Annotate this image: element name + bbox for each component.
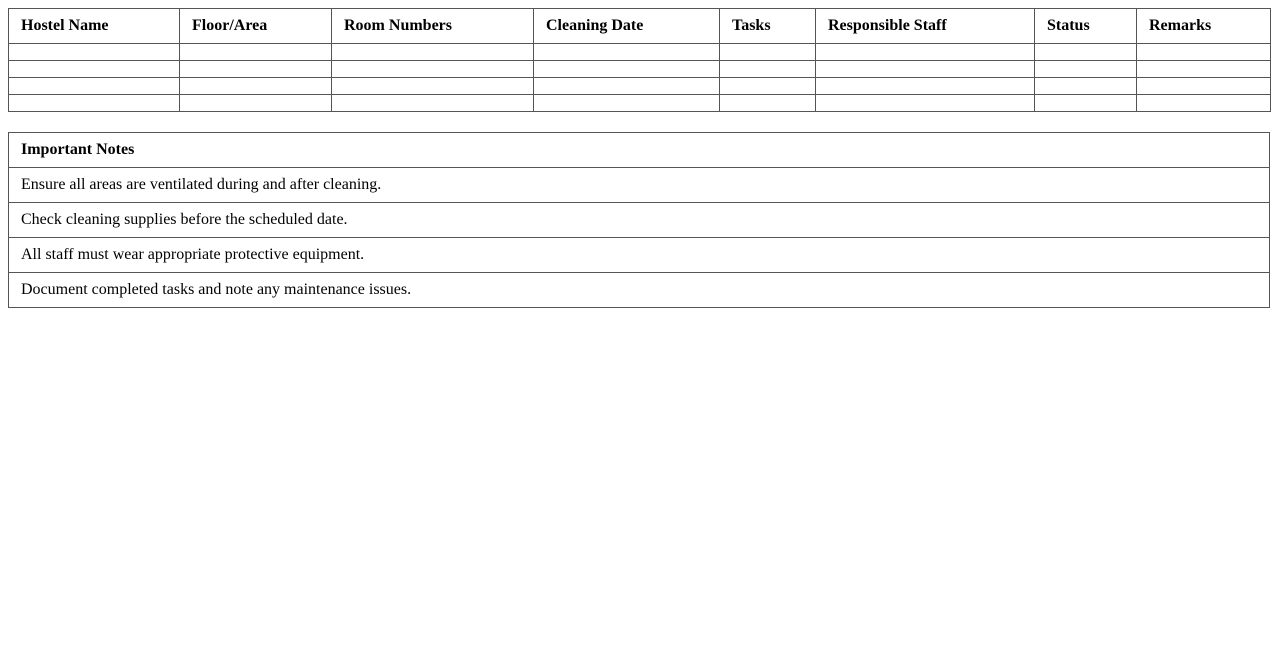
table-cell[interactable] (180, 61, 332, 78)
table-cell[interactable] (534, 61, 720, 78)
header-tasks: Tasks (720, 9, 816, 44)
table-cell[interactable] (332, 78, 534, 95)
table-row (9, 61, 1271, 78)
table-cell[interactable] (332, 95, 534, 112)
header-responsible-staff: Responsible Staff (816, 9, 1035, 44)
table-cell[interactable] (332, 44, 534, 61)
table-cell[interactable] (720, 44, 816, 61)
table-cell[interactable] (9, 61, 180, 78)
table-cell[interactable] (1137, 44, 1271, 61)
table-row (9, 44, 1271, 61)
table-cell[interactable] (1035, 78, 1137, 95)
table-cell[interactable] (816, 95, 1035, 112)
table-cell[interactable] (816, 44, 1035, 61)
table-cell[interactable] (180, 95, 332, 112)
table-cell[interactable] (816, 78, 1035, 95)
table-header-row (9, 9, 1271, 44)
table-cell[interactable] (180, 44, 332, 61)
table-cell[interactable] (534, 44, 720, 61)
table-cell[interactable] (534, 95, 720, 112)
table-cell[interactable] (1137, 61, 1271, 78)
header-remarks: Remarks (1137, 9, 1271, 44)
table-cell[interactable] (720, 78, 816, 95)
table-cell[interactable] (1035, 61, 1137, 78)
table-row (9, 95, 1271, 112)
table-cell[interactable] (1137, 95, 1271, 112)
note-item: Document completed tasks and note any maintenance issues. (9, 273, 1270, 308)
header-status: Status (1035, 9, 1137, 44)
table-cell[interactable] (332, 61, 534, 78)
notes-title: Important Notes (9, 133, 1270, 168)
note-item: Ensure all areas are ventilated during and after cleaning. (9, 168, 1270, 203)
table-cell[interactable] (534, 78, 720, 95)
important-notes-table (8, 132, 1270, 308)
table-cell[interactable] (1137, 78, 1271, 95)
table-cell[interactable] (816, 61, 1035, 78)
table-cell[interactable] (9, 44, 180, 61)
table-cell[interactable] (1035, 95, 1137, 112)
table-row (9, 78, 1271, 95)
header-floor-area: Floor/Area (180, 9, 332, 44)
note-item: Check cleaning supplies before the scheduled date. (9, 203, 1270, 238)
table-cell[interactable] (9, 78, 180, 95)
cleaning-schedule-table (8, 8, 1271, 112)
note-item: All staff must wear appropriate protective equipment. (9, 238, 1270, 273)
table-cell[interactable] (720, 95, 816, 112)
header-room-numbers: Room Numbers (332, 9, 534, 44)
table-cell[interactable] (180, 78, 332, 95)
table-cell[interactable] (9, 95, 180, 112)
table-cell[interactable] (1035, 44, 1137, 61)
header-hostel-name: Hostel Name (9, 9, 180, 44)
header-cleaning-date: Cleaning Date (534, 9, 720, 44)
table-cell[interactable] (720, 61, 816, 78)
